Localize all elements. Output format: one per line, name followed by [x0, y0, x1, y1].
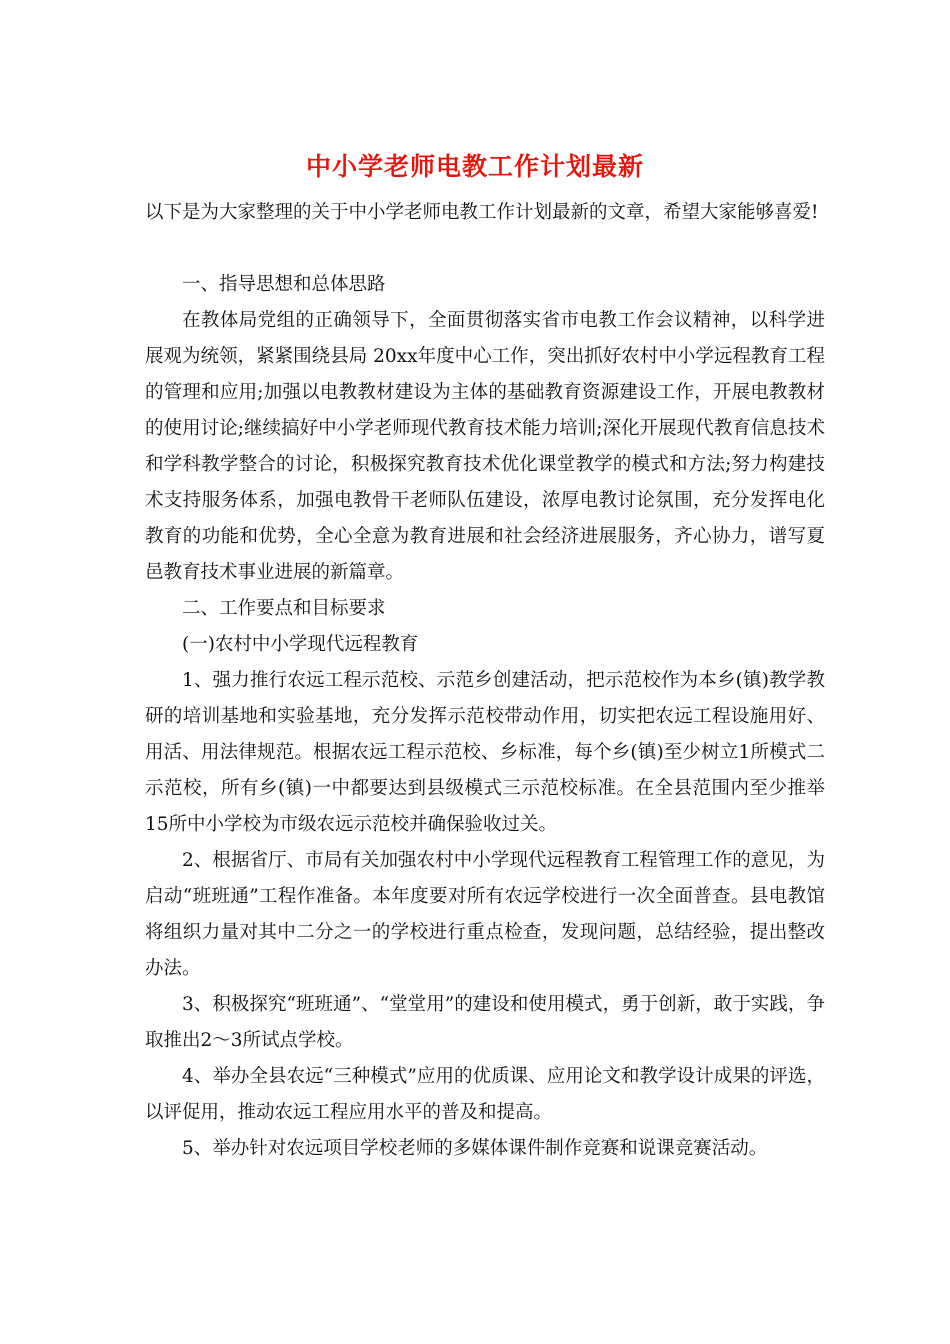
list-item-5: 5、举办针对农远项目学校老师的多媒体课件制作竞赛和说课竞赛活动。 [182, 1138, 768, 1159]
section-heading-2: 二、工作要点和目标要求 [182, 598, 386, 619]
subsection-heading: (一)农村中小学现代远程教育 [182, 634, 419, 655]
list-item-4: 4、举办全县农远“三种模式”应用的优质课、应用论文和教学设计成果的评选，以评促用，推动农远工程应用水平的普及和提高。 [145, 1066, 825, 1123]
list-item-3: 3、积极探究“班班通”、“堂堂用”的建设和使用模式，勇于创新，敢于实践，争取推出2～3所试点学校。 [145, 994, 825, 1051]
body-paragraph: 在教体局党组的正确领导下，全面贯彻落实省市电教工作会议精神，以科学进展观为统领，紧紧围绕县局 20xx年度中心工作，突出抓好农村中小学远程教育工程的管理和应用;加强以电教教材建设为主体的基础教育资源建设工作，开展电教教材的使用讨论;继续搞好中小学老师现代教育技术能力培训;深化开展现代教育信息技术和学科教学整合的讨论，积极探究教育技术优化课堂教学的模式和方法;努力构建技术支持服务体系，加强电教骨干老师队伍建设，浓厚电教讨论氛围，充分发挥电化教育的功能和优势，全心全意为教育进展和社会经济进展服务，齐心协力，谱写夏邑教育技术事业进展的新篇章。 [145, 310, 825, 583]
section-heading-1: 一、指导思想和总体思路 [182, 274, 386, 295]
document-body [145, 195, 825, 1167]
document-title: 中小学老师电教工作计划最新 [305, 152, 644, 181]
list-item-1: 1、强力推行农远工程示范校、示范乡创建活动，把示范校作为本乡(镇)教学教研的培训基地和实验基地，充分发挥示范校带动作用，切实把农远工程设施用好、用活、用法律规范。根据农远工程示范校、乡标准，每个乡(镇)至少树立1所模式二示范校，所有乡(镇)一中都要达到县级模式三示范校标准。在全县范围内至少推举15所中小学校为市级农远示范校并确保验收过关。 [145, 670, 825, 835]
list-item-2: 2、根据省厅、市局有关加强农村中小学现代远程教育工程管理工作的意见，为启动“班班通”工程作准备。本年度要对所有农远学校进行一次全面普查。县电教馆将组织力量对其中二分之一的学校进行重点检查，发现问题，总结经验，提出整改办法。 [145, 850, 825, 979]
intro-paragraph: 以下是为大家整理的关于中小学老师电教工作计划最新的文章，希望大家能够喜爱! [145, 202, 819, 223]
